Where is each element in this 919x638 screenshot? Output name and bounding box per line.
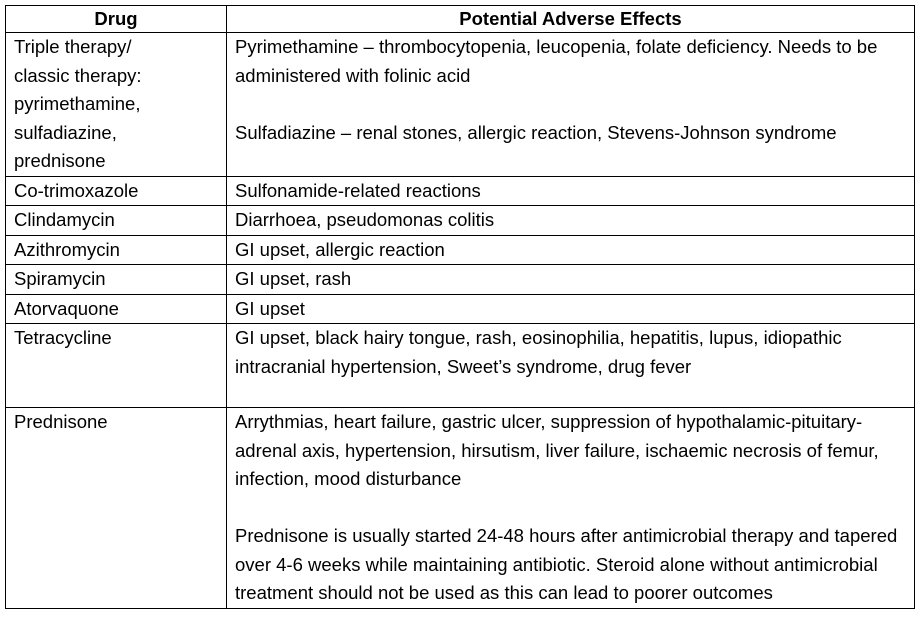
table-row (6, 294, 915, 324)
table-row (6, 408, 915, 609)
drug-cell: Clindamycin (6, 206, 227, 236)
table-row (6, 235, 915, 265)
table-row (6, 33, 915, 177)
drug-cell: Prednisone (6, 408, 227, 609)
drug-cell: Co-trimoxazole (6, 176, 227, 206)
effects-cell: Diarrhoea, pseudomonas colitis (227, 206, 915, 236)
drug-cell: Atorvaquone (6, 294, 227, 324)
paragraph-spacer (235, 494, 906, 523)
table-row (6, 324, 915, 408)
drug-cell (6, 33, 227, 177)
effects-cell: GI upset, allergic reaction (227, 235, 915, 265)
table-row (6, 176, 915, 206)
drug-line: sulfadiazine, (14, 121, 117, 143)
effects-column-header: Potential Adverse Effects (227, 6, 915, 33)
drug-column-header: Drug (6, 6, 227, 33)
effects-paragraph: Prednisone is usually started 24-48 hours after antimicrobial therapy and tapered over 4-6 weeks while maintaining antibiotic. Steroid alone without antimicrobial treatment should not be used as this can lead to poorer outcomes (235, 525, 898, 603)
effects-paragraph: Arrythmias, heart failure, gastric ulcer, suppression of hypothalamic-pituitary-adrenal axis, hypertension, hirsutism, liver failure, ischaemic necrosis of femur, infection, mood disturbance (235, 411, 879, 489)
row-spacer (235, 381, 906, 407)
drug-cell: Tetracycline (6, 324, 227, 408)
effects-cell: GI upset (227, 294, 915, 324)
drug-line: Triple therapy/ (14, 36, 132, 57)
effects-cell (227, 324, 915, 408)
adverse-effects-table (5, 5, 915, 609)
effects-cell: GI upset, rash (227, 265, 915, 295)
drug-line: prednisone (14, 150, 106, 171)
effects-cell (227, 408, 915, 609)
effects-cell (227, 33, 915, 177)
table-row (6, 265, 915, 295)
drug-line: classic therapy: (14, 64, 142, 86)
drug-cell: Spiramycin (6, 265, 227, 295)
table-row (6, 206, 915, 236)
effects-paragraph: Pyrimethamine – thrombocytopenia, leucopenia, folate deficiency. Needs to be administered with folinic acid (235, 36, 878, 86)
effects-cell: Sulfonamide-related reactions (227, 176, 915, 206)
effects-paragraph: GI upset, black hairy tongue, rash, eosinophilia, hepatitis, lupus, idiopathic intracranial hypertension, Sweet’s syndrome, drug fever (235, 327, 842, 377)
effects-paragraph: Sulfadiazine – renal stones, allergic reaction, Stevens-Johnson syndrome (235, 121, 837, 143)
drug-line: pyrimethamine, (14, 93, 141, 114)
table-header-row (6, 6, 915, 33)
drug-cell: Azithromycin (6, 235, 227, 265)
paragraph-spacer (235, 90, 906, 119)
